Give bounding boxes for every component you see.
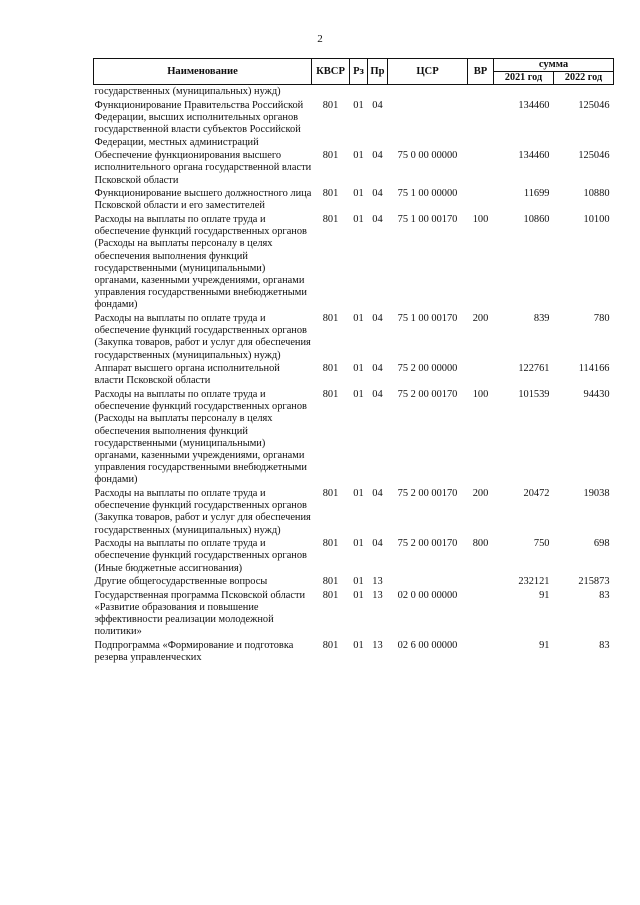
cell-vr: 200 bbox=[472, 488, 489, 500]
cell-pr: 04 bbox=[372, 188, 383, 200]
cell-sum-2022: 125046 bbox=[578, 100, 610, 111]
cell-sum-2022: 215873 bbox=[578, 576, 610, 588]
header-pr: Пр bbox=[368, 59, 388, 85]
header-name: Наименование bbox=[94, 59, 312, 85]
cell-kvsr: 801 bbox=[322, 538, 339, 550]
cell-name: Расходы на выплаты по оплате труда и обеспечение функций государственных органов (Иные бюджетные ассигнования) bbox=[94, 538, 307, 574]
cell-sum-2021: 122761 bbox=[518, 363, 550, 375]
table-row bbox=[94, 313, 614, 363]
cell-sum-2022: 698 bbox=[593, 538, 610, 550]
cell-csr bbox=[388, 576, 468, 590]
cell-csr: 02 6 00 00000 bbox=[397, 640, 458, 652]
cell-sum-2021 bbox=[494, 85, 554, 100]
cell-pr: 04 bbox=[372, 363, 383, 375]
cell-csr: 75 2 00 00170 bbox=[397, 538, 458, 550]
header-sum: сумма bbox=[494, 59, 614, 72]
cell-kvsr: 801 bbox=[322, 389, 339, 401]
table-row bbox=[94, 590, 614, 640]
cell-rz: 01 bbox=[353, 389, 364, 401]
cell-pr: 04 bbox=[372, 488, 383, 500]
table-header bbox=[94, 59, 614, 85]
cell-rz: 01 bbox=[353, 488, 364, 500]
header-vr: ВР bbox=[468, 59, 494, 85]
cell-pr: 04 bbox=[372, 389, 383, 401]
table-row bbox=[94, 640, 614, 666]
cell-rz: 01 bbox=[353, 150, 364, 162]
cell-csr bbox=[388, 100, 468, 150]
header-rz: Рз bbox=[350, 59, 368, 85]
cell-kvsr: 801 bbox=[322, 640, 339, 652]
table-body bbox=[94, 85, 614, 666]
table-row bbox=[94, 188, 614, 214]
cell-pr: 13 bbox=[372, 576, 383, 588]
cell-name: Другие общегосударственные вопросы bbox=[94, 576, 268, 588]
cell-vr bbox=[468, 590, 494, 640]
cell-sum-2022: 19038 bbox=[583, 488, 610, 500]
cell-rz: 01 bbox=[353, 100, 364, 111]
cell-sum-2022: 780 bbox=[593, 313, 610, 325]
table-row bbox=[94, 538, 614, 576]
cell-vr bbox=[468, 85, 494, 100]
header-year-2022: 2022 год bbox=[554, 72, 614, 85]
header-csr: ЦСР bbox=[388, 59, 468, 85]
cell-sum-2022: 94430 bbox=[583, 389, 610, 401]
cell-csr: 75 1 00 00170 bbox=[397, 214, 458, 225]
cell-name: Функционирование высшего должностного лица Псковской области и его заместителей bbox=[94, 188, 312, 212]
cell-vr: 200 bbox=[472, 313, 489, 325]
budget-table-container bbox=[93, 58, 613, 666]
cell-sum-2021: 134460 bbox=[518, 100, 550, 111]
cell-pr: 04 bbox=[372, 150, 383, 162]
cell-sum-2022: 83 bbox=[599, 589, 610, 601]
table-row bbox=[94, 389, 614, 488]
cell-kvsr: 801 bbox=[322, 363, 339, 375]
cell-pr: 04 bbox=[372, 313, 383, 325]
cell-name: Подпрограмма «Формирование и подготовка резерва управленческих bbox=[94, 640, 294, 664]
cell-kvsr bbox=[312, 85, 350, 100]
cell-vr bbox=[468, 576, 494, 590]
cell-sum-2022: 125046 bbox=[578, 150, 610, 162]
cell-sum-2021: 134460 bbox=[518, 150, 550, 162]
cell-kvsr: 801 bbox=[322, 313, 339, 325]
cell-sum-2022 bbox=[554, 85, 614, 100]
budget-table bbox=[93, 58, 614, 666]
cell-kvsr: 801 bbox=[322, 488, 339, 500]
table-row bbox=[94, 488, 614, 538]
cell-vr bbox=[468, 188, 494, 214]
cell-name: Расходы на выплаты по оплате труда и обеспечение функций государственных органов (Закупка товаров, работ и услуг для обеспечения государственных (муниципальных) нужд) bbox=[94, 488, 311, 536]
cell-sum-2021: 232121 bbox=[518, 576, 550, 588]
cell-name: Расходы на выплаты по оплате труда и обеспечение функций государственных органов (Закупка товаров, работ и услуг для обеспечения государственных (муниципальных) нужд) bbox=[94, 313, 311, 361]
cell-pr: 04 bbox=[372, 538, 383, 550]
cell-sum-2021: 20472 bbox=[523, 488, 550, 500]
cell-vr: 800 bbox=[472, 538, 489, 550]
cell-csr: 02 0 00 00000 bbox=[397, 589, 458, 601]
cell-pr bbox=[368, 85, 388, 100]
table-row bbox=[94, 214, 614, 313]
page-number: 2 bbox=[317, 33, 323, 45]
cell-rz: 01 bbox=[353, 589, 364, 601]
cell-name: Обеспечение функционирования высшего исполнительного органа государственной власти Псковской области bbox=[94, 150, 312, 186]
cell-rz: 01 bbox=[353, 363, 364, 375]
cell-csr bbox=[388, 85, 468, 100]
cell-kvsr: 801 bbox=[322, 100, 339, 111]
cell-csr: 75 1 00 00000 bbox=[397, 188, 458, 200]
cell-csr: 75 0 00 00000 bbox=[397, 150, 458, 162]
table-row bbox=[94, 150, 614, 188]
cell-pr: 04 bbox=[372, 100, 383, 111]
cell-sum-2021: 839 bbox=[533, 313, 550, 325]
cell-sum-2021: 11699 bbox=[523, 188, 550, 200]
cell-pr: 13 bbox=[372, 640, 383, 652]
cell-csr: 75 1 00 00170 bbox=[397, 313, 458, 325]
cell-sum-2022: 83 bbox=[599, 640, 610, 652]
cell-pr: 13 bbox=[372, 589, 383, 601]
cell-sum-2022: 10880 bbox=[583, 188, 610, 200]
cell-vr bbox=[468, 640, 494, 666]
cell-rz: 01 bbox=[353, 188, 364, 200]
cell-kvsr: 801 bbox=[322, 589, 339, 601]
cell-pr: 04 bbox=[372, 214, 383, 225]
cell-rz: 01 bbox=[353, 214, 364, 225]
header-year-2021: 2021 год bbox=[494, 72, 554, 85]
cell-kvsr: 801 bbox=[322, 150, 339, 162]
cell-sum-2022: 114166 bbox=[578, 363, 610, 375]
cell-vr: 100 bbox=[472, 214, 489, 225]
cell-sum-2021: 10860 bbox=[523, 214, 550, 225]
table-row bbox=[94, 85, 614, 100]
cell-csr: 75 2 00 00170 bbox=[397, 488, 458, 500]
cell-vr bbox=[468, 363, 494, 389]
cell-kvsr: 801 bbox=[322, 214, 339, 225]
cell-sum-2021: 91 bbox=[539, 640, 550, 652]
cell-kvsr: 801 bbox=[322, 576, 339, 588]
cell-csr: 75 2 00 00170 bbox=[397, 389, 458, 401]
table-row bbox=[94, 100, 614, 150]
cell-rz: 01 bbox=[353, 538, 364, 550]
cell-sum-2021: 91 bbox=[539, 589, 550, 601]
cell-vr: 100 bbox=[472, 389, 489, 401]
cell-name: Расходы на выплаты по оплате труда и обеспечение функций государственных органов (Расходы на выплаты персоналу в целях обеспечения выполнения функций государственными (муниципальными) органами, казенными учреждениями, органами управления государственными внебюджетными фондами) bbox=[94, 389, 307, 486]
cell-name: Аппарат высшего органа исполнительной власти Псковской области bbox=[94, 363, 280, 387]
cell-vr bbox=[468, 100, 494, 150]
cell-csr: 75 2 00 00000 bbox=[397, 363, 458, 375]
cell-rz: 01 bbox=[353, 576, 364, 588]
cell-rz: 01 bbox=[353, 640, 364, 652]
cell-rz: 01 bbox=[353, 313, 364, 325]
cell-sum-2022: 10100 bbox=[583, 214, 610, 225]
header-kvsr: КВСР bbox=[312, 59, 350, 85]
cell-name: Государственная программа Псковской области «Развитие образования и повышение эффективности реализации молодежной политики» bbox=[94, 589, 306, 638]
cell-rz bbox=[350, 85, 368, 100]
cell-name: Расходы на выплаты по оплате труда и обеспечение функций государственных органов (Расходы на выплаты персоналу в целях обеспечения выполнения функций государственными (муниципальными) органами, казенными учреждениями, органами управления государственными внебюджетными фондами) bbox=[94, 214, 307, 311]
cell-sum-2021: 750 bbox=[533, 538, 550, 550]
cell-sum-2021: 101539 bbox=[518, 389, 550, 401]
table-row bbox=[94, 363, 614, 389]
table-row bbox=[94, 576, 614, 590]
cell-vr bbox=[468, 150, 494, 188]
cell-kvsr: 801 bbox=[322, 188, 339, 200]
cell-name: государственных (муниципальных) нужд) bbox=[94, 86, 281, 98]
cell-name: Функционирование Правительства Российской Федерации, высших исполнительных органов государственной власти субъектов Российской Федерации, местных администраций bbox=[94, 100, 304, 148]
